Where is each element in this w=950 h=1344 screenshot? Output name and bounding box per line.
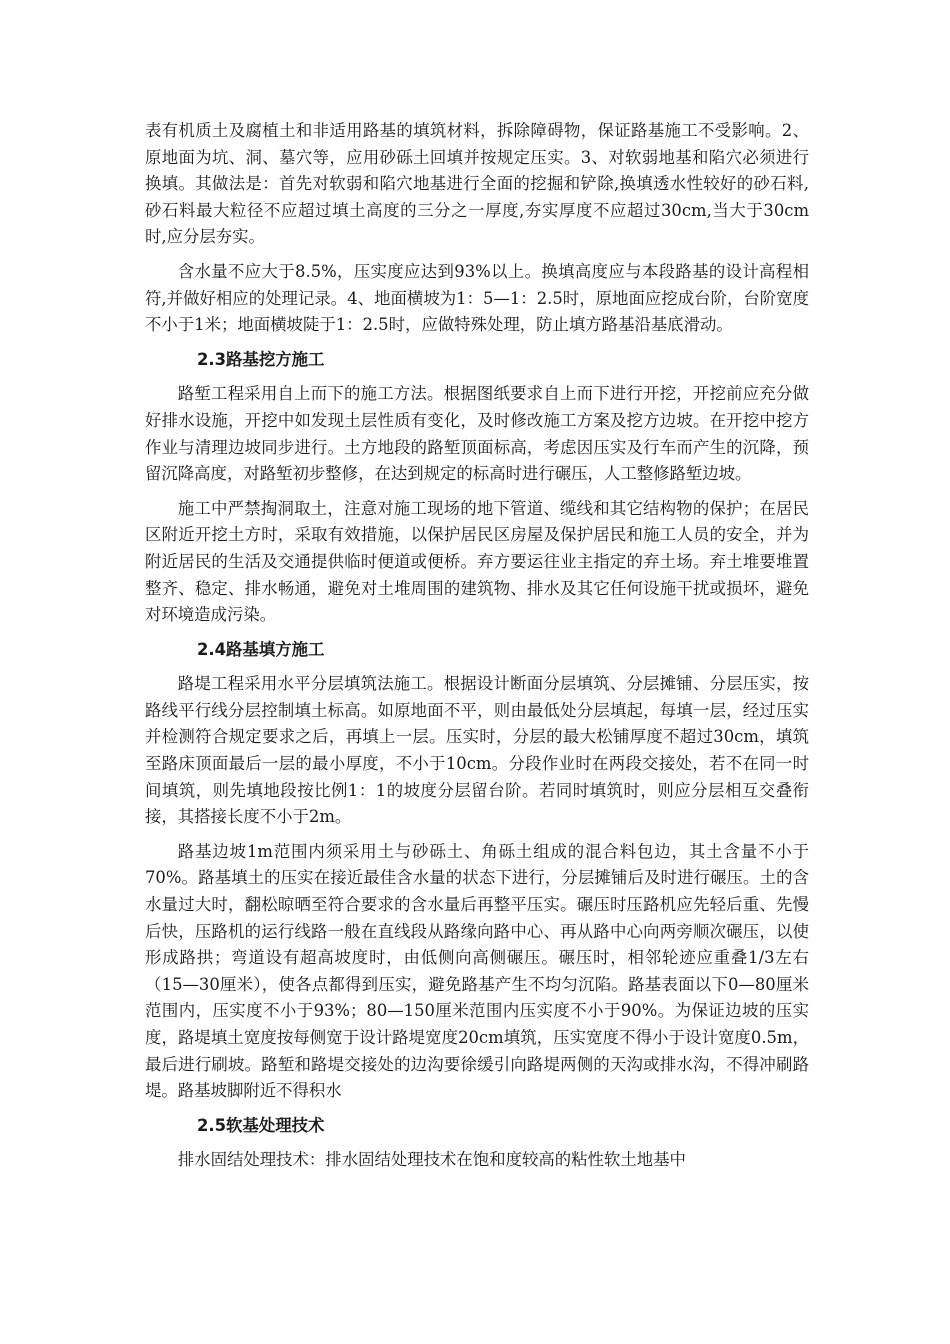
section-heading-2-5: 2.5软基处理技术 bbox=[197, 1115, 325, 1135]
paragraph-water-content: 含水量不应大于8.5%，压实度应达到93%以上。换填高度应与本段路基的设计高程相符,并做好相应的处理记录。4、地面横坡为1：5—1：2.5时，原地面应挖成台阶，台阶宽度不小于1米；地面横坡陡于1：2.5时，应做特殊处理，防止填方路基沿基底滑动。 bbox=[145, 261, 809, 335]
paragraph-intro-continued: 表有机质土及腐植土和非适用路基的填筑材料，拆除障碍物，保证路基施工不受影响。2、原地面为坑、洞、墓穴等，应用砂砾土回填并按规定压实。3、对软弱地基和陷穴必须进行换填。其做法是：首先对软弱和陷穴地基进行全面的挖掘和铲除,换填透水性较好的砂石料,砂石料最大粒径不应超过填土高度的三分之一厚度,夯实厚度不应超过30cm,当大于30cm时,应分层夯实。 bbox=[145, 121, 809, 247]
paragraph-slope-compaction: 路基边坡1m范围内须采用土与砂砾土、角砾土组成的混合料包边，其土含量不小于70%。路基填土的压实在接近最佳含水量的状态下进行，分层摊铺后及时进行碾压。土的含水量过大时，翻松晾晒至符合要求的含水量后再整平压实。碾压时压路机应先轻后重、先慢后快，压路机的运行线路一般在直线段从路缘向路中心、再从路中心向两旁顺次碾压，以使形成路拱；弯道设有超高坡度时，由低侧向高侧碾压。碾压时，相邻轮迹应重叠1/3左右（15—30厘米），使各点都得到压实，避免路基产生不均匀沉陷。路基表面以下0—80厘米范围内，压实度不小于93%；80—150厘米范围内压实度不小于90%。为保证边坡的压实度，路堤填土宽度按每侧宽于设计路堤宽度20cm填筑，压实宽度不得小于设计宽度0.5m，最后进行刷坡。路堑和路堤交接处的边沟要徐缓引向路堤两侧的天沟或排水沟，不得冲刷路堤。路基坡脚附近不得积水 bbox=[145, 841, 809, 1101]
paragraph-embankment-layers: 路堤工程采用水平分层填筑法施工。根据设计断面分层填筑、分层摊铺、分层压实，按路线平行线分层控制填土标高。如原地面不平，则由最低处分层填起，每填一层，经过压实并检测符合规定要求之后，再填上一层。压实时，分层的最大松铺厚度不超过30cm，填筑至路床顶面最后一层的最小厚度，不小于10cm。分段作业时在两段交接处，若不在同一时间填筑，则先填地段按比例1：1的坡度分层留台阶。若同时填筑时，则应分层相互交叠衔接，其搭接长度不小于2m。 bbox=[145, 674, 809, 827]
document-page bbox=[145, 118, 809, 1182]
paragraph-drainage-consolidation: 排水固结处理技术：排水固结处理技术在饱和度较高的粘性软土地基中 bbox=[177, 1150, 686, 1170]
section-heading-2-3: 2.3路基挖方施工 bbox=[197, 349, 325, 369]
paragraph-cutting-safety: 施工中严禁掏洞取土，注意对施工现场的地下管道、缆线和其它结构物的保护；在居民区附近开挖土方时，采取有效措施，以保护居民区房屋及保护居民和施工人员的安全，并为附近居民的生活及交通提供临时便道或便桥。弃方要运往业主指定的弃土场。弃土堆要堆置整齐、稳定、排水畅通，避免对土堆周围的建筑物、排水及其它任何设施干扰或损坏，避免对环境造成污染。 bbox=[145, 498, 809, 625]
paragraph-cutting-method: 路堑工程采用自上而下的施工方法。根据图纸要求自上而下进行开挖，开挖前应充分做好排水设施，开挖中如发现土层性质有变化，及时修改施工方案及挖方边坡。在开挖中挖方作业与清理边坡同步进行。土方地段的路堑顶面标高，考虑因压实及行车而产生的沉降，预留沉降高度，对路堑初步整修，在达到规定的标高时进行碾压，人工整修路堑边坡。 bbox=[145, 384, 809, 484]
section-heading-2-4: 2.4路基填方施工 bbox=[197, 639, 325, 659]
